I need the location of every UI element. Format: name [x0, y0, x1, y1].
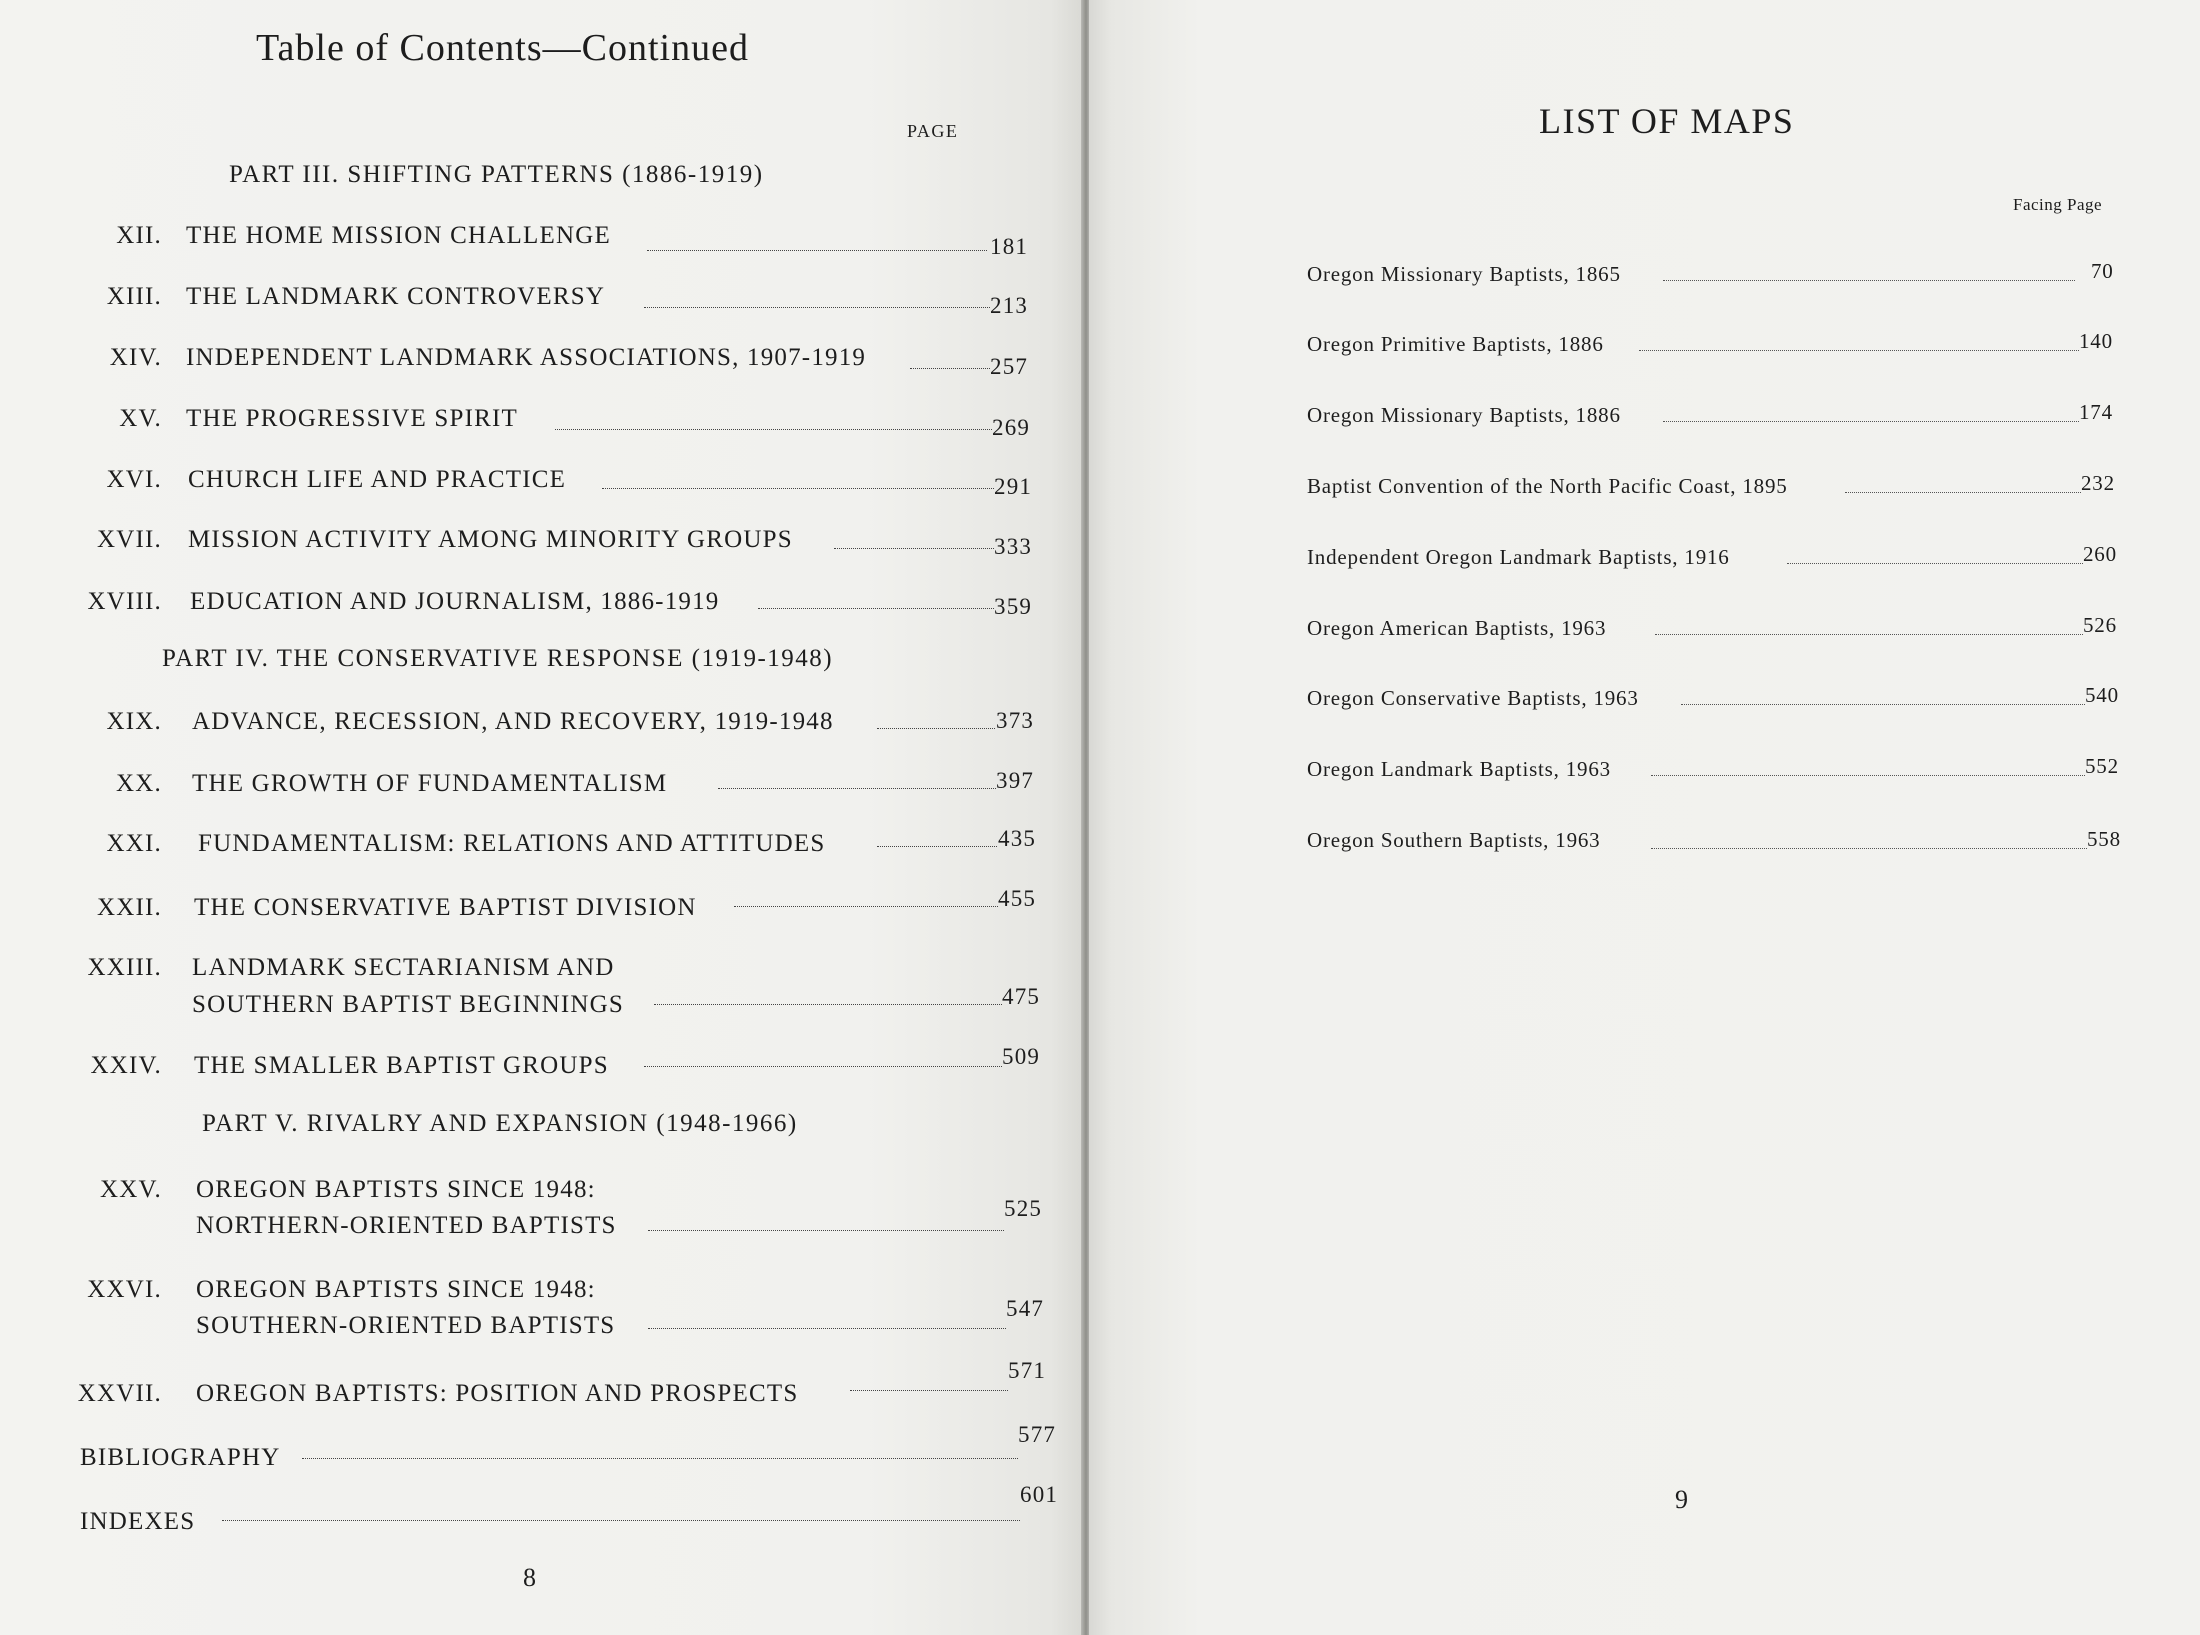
- dot-leader: [1681, 704, 2085, 705]
- dot-leader: [222, 1520, 1020, 1521]
- page-number: 397: [996, 768, 1035, 793]
- map-title: Oregon Conservative Baptists, 1963: [1307, 686, 1639, 710]
- dot-leader: [302, 1458, 1018, 1459]
- chapter-title: THE PROGRESSIVE SPIRIT: [186, 405, 518, 432]
- page-column-label: PAGE: [907, 121, 959, 141]
- part-heading-iv: PART IV. THE CONSERVATIVE RESPONSE (1919-1948): [162, 645, 834, 672]
- map-title: Oregon Southern Baptists, 1963: [1307, 828, 1601, 852]
- page-number: 509: [1002, 1044, 1041, 1069]
- page-number: 359: [994, 594, 1033, 619]
- dot-leader: [1663, 280, 2075, 281]
- dot-leader: [1787, 563, 2083, 564]
- dot-leader: [1651, 775, 2085, 776]
- page-folio: 8: [523, 1563, 536, 1592]
- page-number: 455: [998, 886, 1037, 911]
- dot-leader: [644, 1066, 1002, 1067]
- chapter-number: XX.: [116, 770, 162, 797]
- page-folio: 9: [1675, 1485, 1688, 1514]
- toc-continued-title: Table of Contents—Continued: [256, 27, 749, 69]
- chapter-number: XXII.: [96, 894, 162, 921]
- back-matter-title: INDEXES: [80, 1508, 196, 1535]
- chapter-number: XXV.: [100, 1176, 162, 1203]
- dot-leader: [734, 906, 998, 907]
- dot-leader: [1639, 350, 2079, 351]
- chapter-title: INDEPENDENT LANDMARK ASSOCIATIONS, 1907-1919: [186, 344, 867, 371]
- chapter-number: XVI.: [106, 466, 162, 493]
- map-page-number: 558: [2087, 827, 2121, 851]
- chapter-number: XXI.: [106, 830, 162, 857]
- map-page-number: 70: [2091, 259, 2114, 283]
- page-number: 525: [1004, 1196, 1043, 1221]
- page-number: 181: [990, 234, 1029, 259]
- chapter-title: OREGON BAPTISTS: POSITION AND PROSPECTS: [196, 1380, 799, 1407]
- chapter-title: LANDMARK SECTARIANISM AND: [192, 954, 615, 981]
- chapter-title: THE SMALLER BAPTIST GROUPS: [194, 1052, 609, 1079]
- map-page-number: 232: [2081, 471, 2115, 495]
- page-number: 257: [990, 354, 1029, 379]
- chapter-title: OREGON BAPTISTS SINCE 1948:: [196, 1176, 596, 1203]
- chapter-number: XVII.: [96, 526, 162, 553]
- chapter-number: XXIV.: [90, 1052, 162, 1079]
- map-page-number: 140: [2079, 329, 2113, 353]
- right-page: [1089, 0, 2200, 1635]
- chapter-title: THE HOME MISSION CHALLENGE: [186, 222, 611, 249]
- chapter-title: THE GROWTH OF FUNDAMENTALISM: [192, 770, 668, 797]
- chapter-title-line2: SOUTHERN-ORIENTED BAPTISTS: [196, 1312, 616, 1339]
- page-number: 475: [1002, 984, 1041, 1009]
- dot-leader: [555, 429, 992, 430]
- page-number: 547: [1006, 1296, 1045, 1321]
- dot-leader: [850, 1390, 1008, 1391]
- chapter-title-line2: NORTHERN-ORIENTED BAPTISTS: [196, 1212, 617, 1239]
- dot-leader: [647, 250, 987, 251]
- dot-leader: [877, 728, 995, 729]
- map-title: Baptist Convention of the North Pacific Coast, 1895: [1307, 474, 1788, 498]
- map-page-number: 174: [2079, 400, 2113, 424]
- page-number: 291: [994, 474, 1033, 499]
- chapter-title: MISSION ACTIVITY AMONG MINORITY GROUPS: [188, 526, 793, 553]
- page-number: 373: [996, 708, 1035, 733]
- chapter-number: XIX.: [106, 708, 162, 735]
- list-of-maps-title: LIST OF MAPS: [1539, 101, 1795, 141]
- back-matter-title: BIBLIOGRAPHY: [80, 1444, 281, 1471]
- chapter-title: CHURCH LIFE AND PRACTICE: [188, 466, 567, 493]
- chapter-title-line2: SOUTHERN BAPTIST BEGINNINGS: [192, 991, 624, 1018]
- chapter-number: XVIII.: [87, 588, 162, 615]
- dot-leader: [718, 788, 996, 789]
- map-page-number: 540: [2085, 683, 2119, 707]
- page-number: 213: [990, 293, 1029, 318]
- page-number: 601: [1020, 1482, 1059, 1507]
- chapter-title: OREGON BAPTISTS SINCE 1948:: [196, 1276, 596, 1303]
- dot-leader: [1651, 848, 2087, 849]
- dot-leader: [1663, 421, 2079, 422]
- part-heading-v: PART V. RIVALRY AND EXPANSION (1948-1966): [202, 1110, 798, 1137]
- chapter-number: XIII.: [106, 283, 162, 310]
- chapter-number: XII.: [116, 222, 162, 249]
- page-number: 577: [1018, 1422, 1057, 1447]
- chapter-title: THE LANDMARK CONTROVERSY: [186, 283, 606, 310]
- map-title: Independent Oregon Landmark Baptists, 1916: [1307, 545, 1730, 569]
- map-title: Oregon Missionary Baptists, 1886: [1307, 403, 1621, 427]
- map-title: Oregon Primitive Baptists, 1886: [1307, 332, 1604, 356]
- dot-leader: [1655, 634, 2083, 635]
- map-page-number: 260: [2083, 542, 2117, 566]
- facing-page-label: Facing Page: [2013, 195, 2103, 214]
- dot-leader: [910, 368, 990, 369]
- page-number: 269: [992, 415, 1031, 440]
- page-number: 571: [1008, 1358, 1047, 1383]
- dot-leader: [648, 1230, 1004, 1231]
- left-page: [0, 0, 1083, 1635]
- dot-leader: [834, 548, 994, 549]
- part-heading-iii: PART III. SHIFTING PATTERNS (1886-1919): [229, 161, 764, 188]
- dot-leader: [758, 608, 994, 609]
- chapter-title: THE CONSERVATIVE BAPTIST DIVISION: [194, 894, 697, 921]
- chapter-title: ADVANCE, RECESSION, AND RECOVERY, 1919-1948: [192, 708, 834, 735]
- dot-leader: [602, 488, 994, 489]
- chapter-number: XXIII.: [87, 954, 162, 981]
- map-page-number: 526: [2083, 613, 2117, 637]
- chapter-number: XXVI.: [87, 1276, 162, 1303]
- dot-leader: [877, 846, 997, 847]
- dot-leader: [648, 1328, 1006, 1329]
- page-number: 333: [994, 534, 1033, 559]
- chapter-title: FUNDAMENTALISM: RELATIONS AND ATTITUDES: [198, 830, 826, 857]
- chapter-number: XIV.: [109, 344, 162, 371]
- page-number: 435: [998, 826, 1037, 851]
- map-title: Oregon Landmark Baptists, 1963: [1307, 757, 1611, 781]
- chapter-title: EDUCATION AND JOURNALISM, 1886-1919: [190, 588, 720, 615]
- map-title: Oregon American Baptists, 1963: [1307, 616, 1607, 640]
- map-page-number: 552: [2085, 754, 2119, 778]
- map-title: Oregon Missionary Baptists, 1865: [1307, 262, 1621, 286]
- dot-leader: [1845, 492, 2081, 493]
- dot-leader: [654, 1004, 1002, 1005]
- chapter-number: XV.: [119, 405, 162, 432]
- chapter-number: XXVII.: [77, 1380, 162, 1407]
- dot-leader: [644, 307, 990, 308]
